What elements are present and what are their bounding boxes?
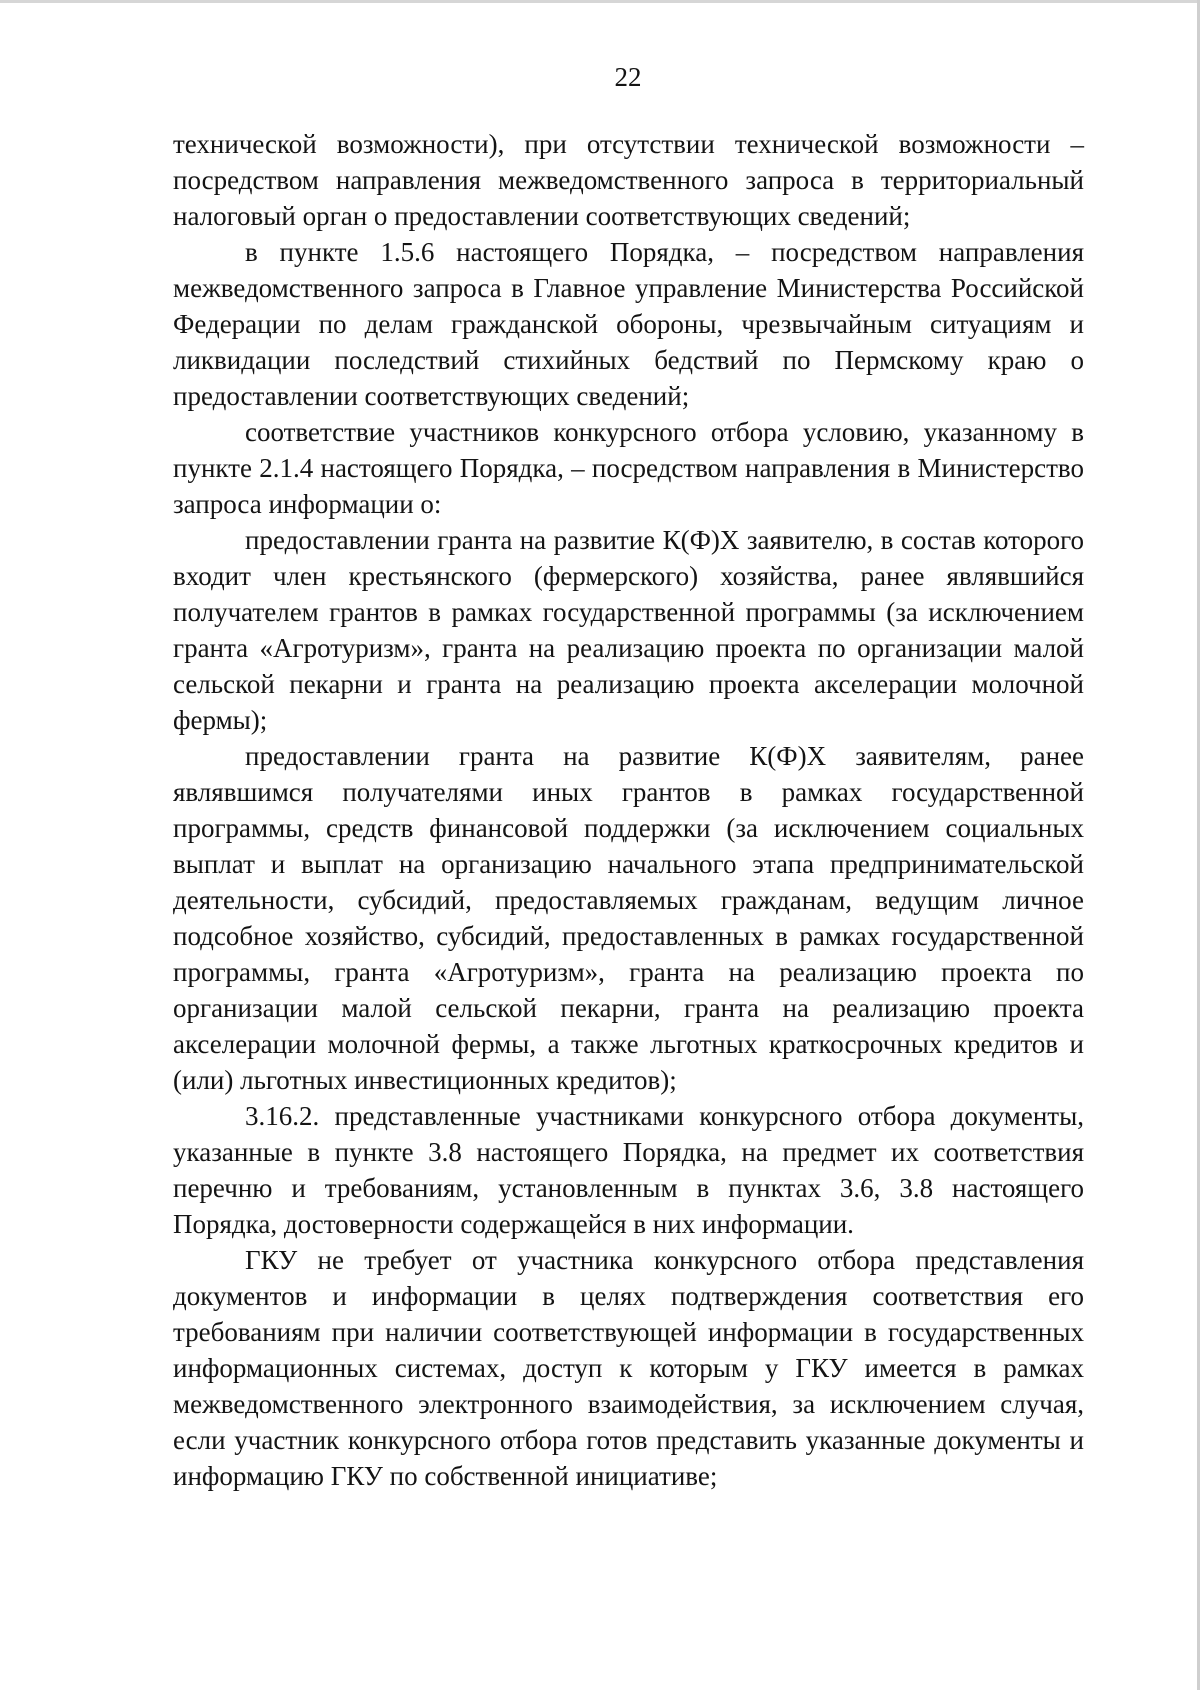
paragraph: предоставлении гранта на развитие К(Ф)Х заявителям, ранее являвшимся получателями иных грантов в рамках государственной программы, средств финансовой поддержки (за исключением социальных выплат и выплат на организацию начального этапа предпринимательской деятельности, субсидий, предоставляемых гражданам, ведущим личное подсобное хозяйство, субсидий, предоставленных в рамках государственной программы, гранта «Агротуризм», гранта на реализацию проекта по организации малой сельской пекарни, гранта на реализацию проекта акселерации молочной фермы, а также льготных краткосрочных кредитов и (или) льготных инвестиционных кредитов); [173, 741, 1084, 1095]
paragraph: ГКУ не требует от участника конкурсного отбора представления документов и информации в целях подтверждения соответствия его требованиям при наличии соответствующей информации в государственных информационных системах, доступ к которым у ГКУ имеется в рамках межведомственного электронного взаимодействия, за исключением случая, если участник конкурсного отбора готов представить указанные документы и информацию ГКУ по собственной инициативе; [173, 1245, 1084, 1491]
document-body [173, 126, 1084, 1494]
paragraph: 3.16.2. представленные участниками конкурсного отбора документы, указанные в пункте 3.8 настоящего Порядка, на предмет их соответствия перечню и требованиям, установленным в пунктах 3.6, 3.8 настоящего Порядка, достоверности содержащейся в них информации. [173, 1101, 1084, 1239]
scan-edge-top [0, 0, 1200, 3]
paragraph: в пункте 1.5.6 настоящего Порядка, – посредством направления межведомственного запроса в Главное управление Министерства Российской Федерации по делам гражданской обороны, чрезвычайным ситуациям и ликвидации последствий стихийных бедствий по Пермскому краю о предоставлении соответствующих сведений; [173, 237, 1084, 411]
paragraph: соответствие участников конкурсного отбора условию, указанному в пункте 2.1.4 настоящего Порядка, – посредством направления в Министерство запроса информации о: [173, 417, 1084, 519]
page-number: 22 [614, 62, 642, 92]
paragraph: предоставлении гранта на развитие К(Ф)Х заявителю, в состав которого входит член крестьянского (фермерского) хозяйства, ранее являвшийся получателем грантов в рамках государственной программы (за исключением гранта «Агротуризм», гранта на реализацию проекта по организации малой сельской пекарни и гранта на реализацию проекта акселерации молочной фермы); [173, 525, 1084, 735]
paragraph: технической возможности), при отсутствии технической возможности – посредством направления межведомственного запроса в территориальный налоговый орган о предоставлении соответствующих сведений; [173, 129, 1084, 231]
